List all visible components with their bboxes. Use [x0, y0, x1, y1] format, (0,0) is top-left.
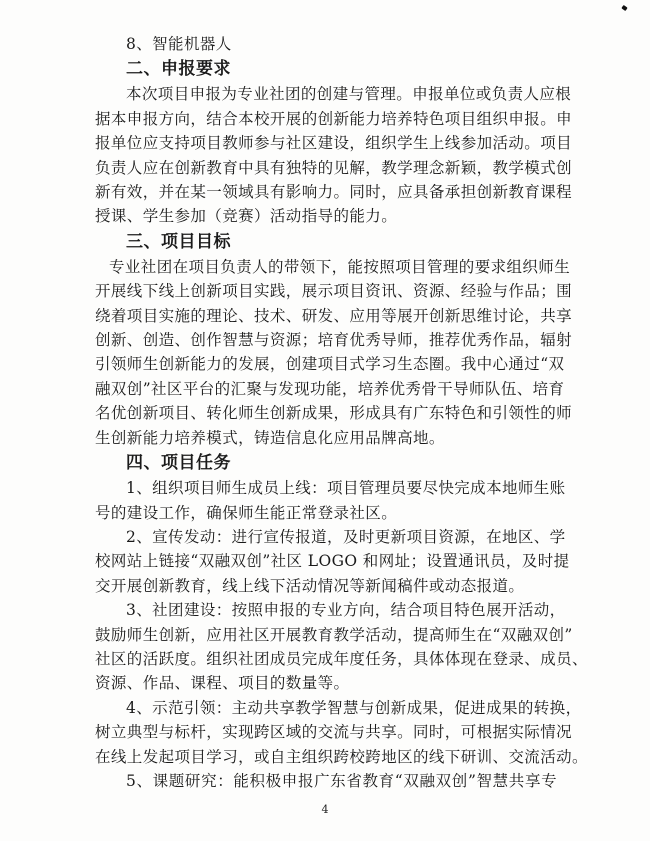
- text-line: 本次项目申报为专业社团的创建与管理。申报单位或负责人应根: [126, 85, 572, 104]
- document-body: [95, 32, 588, 793]
- text-line: 鼓励师生创新，应用社区开展教育教学活动，提高师生在“双融双创”: [95, 625, 573, 644]
- section-heading-goals: 三、项目目标: [126, 231, 231, 252]
- text-line: 据本申报方向，结合本校开展的创新能力培养特色项目组织申报。申: [95, 109, 573, 128]
- task-item-4: [95, 696, 588, 769]
- text-line: 名优创新项目、转化师生创新成果，形成具有广东特色和引领性的师: [95, 404, 573, 423]
- text-line: 创新、创造、创作智慧与资源；培育优秀导师，推荐优秀作品，辐射: [95, 331, 573, 350]
- scan-mark: [621, 5, 627, 11]
- task-item-2: [95, 525, 570, 598]
- text-line: 专业社团在项目负责人的带领下，能按照项目管理的要求组织师生: [109, 257, 571, 276]
- text-line: 4、示范引领：主动共享教学智慧与创新成果，促进成果的转换，: [126, 698, 582, 717]
- text-line: 1、组织项目师生成员上线：项目管理员要尽快完成本地师生账: [126, 479, 566, 498]
- section-heading-requirements: 二、申报要求: [126, 59, 231, 80]
- paragraph-requirements: [95, 82, 573, 228]
- text-line: 新有效，并在某一领域具有影响力。同时，应具备承担创新教育课程: [95, 183, 573, 202]
- task-item-3: [95, 598, 588, 696]
- text-line: 资源、作品、课程、项目的数量等。: [95, 674, 350, 693]
- text-line: 交开展创新教育，线上线下活动情况等新闻稿件或动态报道。: [95, 576, 525, 595]
- paragraph-goals: [95, 255, 573, 450]
- text-line: 负责人应在创新教育中具有独特的见解，教学理念新颖，教学模式创: [95, 158, 573, 177]
- text-line: 授课、学生参加（竞赛）活动指导的能力。: [95, 207, 398, 226]
- text-line: 绕着项目实施的理论、技术、研发、应用等展开创新思维讨论，共享: [95, 306, 573, 325]
- text-line: 开展线下线上创新项目实践，展示项目资讯、资源、经验与作品；围: [95, 282, 573, 301]
- text-line: 号的建设工作，确保师生能正常登录社区。: [95, 503, 398, 522]
- text-line: 引领师生创新能力的发展，创建项目式学习生态圈。我中心通过“双: [95, 355, 565, 374]
- text-line: 2、宣传发动：进行宣传报道，及时更新项目资源，在地区、学: [126, 527, 566, 546]
- task-item-5: [95, 769, 557, 793]
- text-line: 5、课题研究：能积极申报广东省教育“双融双创”智慧共享专: [126, 771, 557, 790]
- section-heading-tasks: 四、项目任务: [126, 453, 231, 474]
- text-line: 社区的活跃度。组织社团成员完成年度任务，具体体现在登录、成员、: [95, 649, 588, 668]
- text-line: 树立典型与标杆，实现跨区域的交流与共享。同时，可根据实际情况: [95, 723, 573, 742]
- task-item-1: [95, 476, 566, 525]
- text-line: 3、社团建设：按照申报的专业方向，结合项目特色展开活动，: [126, 601, 566, 620]
- text-line: 在线上发起项目学习，或自主组织跨校跨地区的线下研训、交流活动。: [95, 747, 588, 766]
- text-line: 融双创”社区平台的汇聚与发现功能，培养优秀骨干导师队伍、培育: [95, 379, 565, 398]
- text-line: 报单位应支持项目教师参与社区建设，组织学生上线参加活动。项目: [95, 134, 573, 153]
- text-line: 生创新能力培养模式，铸造信息化应用品牌高地。: [95, 428, 445, 447]
- page-number: 4: [321, 803, 329, 816]
- text-line: 校网站上链接“双融双创”社区 LOGO 和网址；设置通讯员，及时提: [95, 552, 570, 571]
- list-item-8: 8、智能机器人: [126, 35, 232, 53]
